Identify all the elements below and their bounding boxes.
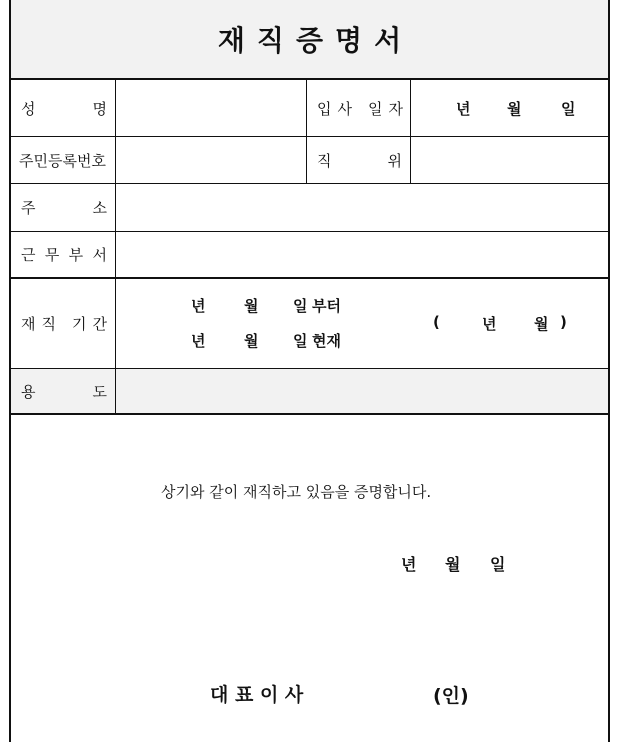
issue-date-month: 월	[445, 555, 461, 574]
document-title: 재직증명서	[217, 24, 414, 57]
resident-no-field[interactable]	[116, 137, 306, 183]
name-field[interactable]	[116, 81, 306, 136]
purpose-label: 용 도	[21, 382, 107, 401]
purpose-field[interactable]	[116, 369, 608, 413]
certificate-sheet	[9, 0, 610, 742]
issue-date-day: 일	[490, 555, 506, 574]
row-divider	[11, 413, 608, 415]
hire-date-field[interactable]: 년 월 일	[456, 100, 576, 118]
title-row	[11, 0, 608, 80]
period-field[interactable]: 년 월 일 부터 년 월 일 현재 ( 년 월 )	[191, 297, 567, 350]
name-label: 성 명	[21, 100, 107, 118]
address-field[interactable]	[116, 184, 608, 231]
statement-text: 상기와 같이 재직하고 있음을 증명합니다.	[161, 483, 432, 501]
position-field[interactable]	[411, 137, 608, 183]
position-label: 직 위	[317, 151, 402, 170]
department-field[interactable]	[116, 232, 608, 277]
signer-title: 대 표 이 사	[210, 684, 304, 706]
seal-mark: (인)	[433, 685, 469, 707]
address-label: 주 소	[21, 199, 107, 217]
issue-date-year: 년	[401, 555, 417, 574]
hire-date-label: 입 사 일 자	[317, 100, 403, 118]
resident-no-label: 주민등록번호	[19, 151, 106, 170]
period-label: 재 직 기 간	[21, 315, 107, 333]
department-label: 근 무 부 서	[21, 246, 107, 264]
